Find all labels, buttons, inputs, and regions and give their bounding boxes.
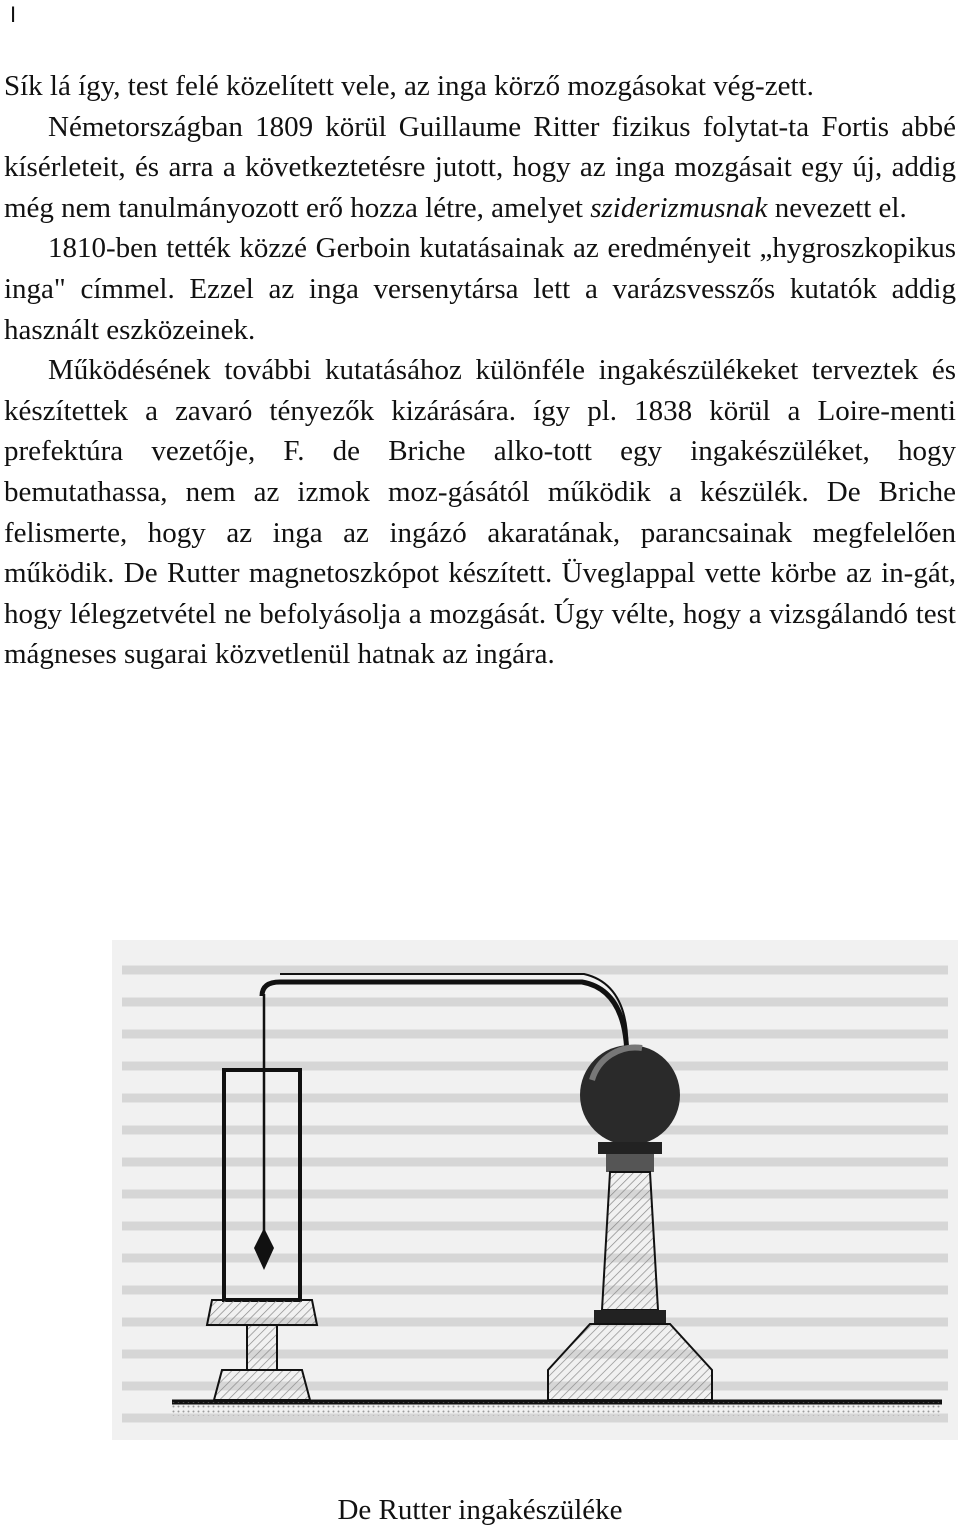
column-ring xyxy=(606,1154,654,1172)
figure-caption: De Rutter ingakészüléke xyxy=(337,1494,623,1526)
page-marker: I xyxy=(10,2,17,27)
pendulum-illustration xyxy=(112,930,958,1460)
sphere-knob xyxy=(580,1045,680,1145)
paragraph-1: Sík lá így, test felé közelített vele, az inga körző mozgásokat vég-zett. xyxy=(4,70,814,102)
column-collar xyxy=(598,1142,662,1154)
column-shaft xyxy=(602,1172,658,1310)
paragraph-4: Működésének további kutatásához különféle ingakészülékeket terveztek és készítettek a zavaró tényezők kizárására. így pl. 1838 körül a Loire-menti prefektúra vezetője, F. de Briche alko-tott egy ingakészüléket, hogy bemutathassa, nem az izmok moz-gásától működik a készülék. De Briche felismerte, hogy az inga az ingázó akaratának, parancsainak megfelelően működik. De Rutter magnetoszkópot készített. Üveglappal vette körbe az in-gát, hogy lélegzetvétel ne befolyásolja a mozgását. Úgy vélte, hogy a vizsgálandó test mágneses sugarai közvetlenül hatnak az ingára. xyxy=(4,354,956,671)
paragraph-2 xyxy=(4,107,956,229)
left-base-top xyxy=(207,1300,317,1325)
pendulum-apparatus-icon xyxy=(112,930,958,1460)
column-band xyxy=(594,1310,666,1324)
paragraph-2-text: Németországban 1809 körül Guillaume Ritter fizikus folytat-ta Fortis abbé kísérleteit, és arra a következtetésre jutott, hogy az inga mozgásait egy új, addig még nem tanulmányozott erő hozza létre, amelyet xyxy=(4,110,956,224)
left-base-stem xyxy=(247,1325,277,1370)
body-text xyxy=(4,66,956,675)
ground-shade xyxy=(172,1402,942,1416)
paragraph-3: 1810-ben tették közzé Gerboin kutatásainak az eredményeit „hygroszkopikus inga" címmel. Ezzel az inga versenytársa lett a varázsvesszős kutatók addig használt eszközeinek. xyxy=(4,232,956,346)
emphasis-sziderizmus: sziderizmusnak xyxy=(590,191,768,224)
show-through-lines xyxy=(122,970,948,1418)
left-base-foot xyxy=(214,1370,310,1400)
paragraph-2-end: nevezett el. xyxy=(767,191,907,224)
